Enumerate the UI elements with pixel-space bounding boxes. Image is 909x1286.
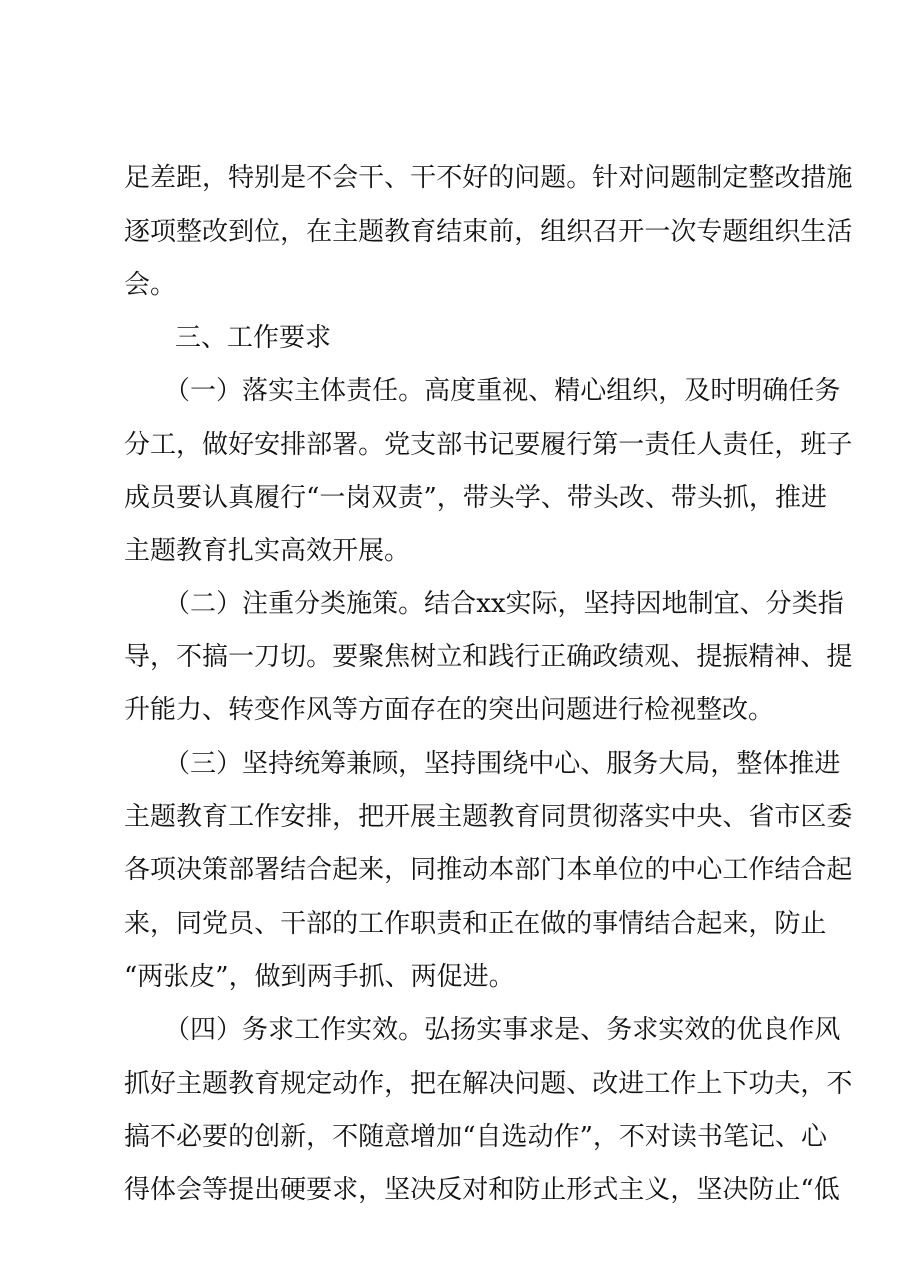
body-text-line: 会。 bbox=[124, 270, 177, 300]
body-text-line: “两张皮”，做到两手抓、两促进。 bbox=[124, 962, 515, 992]
body-text-line: 主题教育扎实高效开展。 bbox=[124, 536, 411, 566]
body-text-line: （ 四 ） 务 求 工 作 实 效 。 弘 扬 实 事 求 是 、 务 求 实 效 的 优 良 作 风 bbox=[164, 1015, 841, 1045]
body-text-line: 导 ， 不 搞 一 刀 切 。 要 聚 焦 树 立 和 践 行 正 确 政 绩 观 、 提 振 精 神 、 提 bbox=[124, 642, 853, 672]
body-text-line: （ 三 ） 坚 持 统 筹 兼 顾 ， 坚 持 围 绕 中 心 、 服 务 大 局 ， 整 体 推 进 bbox=[164, 749, 841, 779]
body-text-line: 足 差 距 ， 特 别 是 不 会 干 、 干 不 好 的 问 题 。 针 对 问 题 制 定 整 改 措 施 bbox=[124, 163, 853, 193]
body-text-line: （ 二 ） 注 重 分 类 施 策 。 结 合 xx 实 际 ， 坚 持 因 地 制 宜 、 分 类 指 bbox=[164, 589, 844, 619]
body-text-line: 搞 不 必 要 的 创 新 ， 不 随 意 增 加 “ 自 选 动 作 ” ， 不 对 读 书 笔 记 、 心 bbox=[124, 1122, 827, 1152]
body-text-line: 升能力、转变作风等方面存在的突出问题进行检视整改。 bbox=[124, 695, 775, 725]
body-text-line: 来 ， 同 党 员 、 干 部 的 工 作 职 责 和 正 在 做 的 事 情 结 合 起 来 ， 防 止 bbox=[124, 909, 827, 939]
section-heading: 三、工作要求 bbox=[175, 323, 332, 353]
body-text-line: 得 体 会 等 提 出 硬 要 求 ， 坚 决 反 对 和 防 止 形 式 主 义 ， 坚 决 防 止 “ 低 bbox=[124, 1175, 840, 1205]
body-text-line: 逐 项 整 改 到 位 ， 在 主 题 教 育 结 束 前 ， 组 织 召 开 一 次 专 题 组 织 生 活 bbox=[124, 217, 853, 247]
body-text-line: 成 员 要 认 真 履 行 “ 一 岗 双 责 ” ， 带 头 学 、 带 头 改 、 带 头 抓 ， 推 进 bbox=[124, 483, 827, 513]
body-text-line: 主 题 教 育 工 作 安 排 ， 把 开 展 主 题 教 育 同 贯 彻 落 实 中 央 、 省 市 区 委 bbox=[124, 802, 853, 832]
body-text-line: 各 项 决 策 部 署 结 合 起 来 ， 同 推 动 本 部 门 本 单 位 的 中 心 工 作 结 合 起 bbox=[124, 855, 853, 885]
body-text-line: 抓 好 主 题 教 育 规 定 动 作 ， 把 在 解 决 问 题 、 改 进 工 作 上 下 功 夫 ， 不 bbox=[124, 1069, 853, 1099]
body-text-line: 分 工 ， 做 好 安 排 部 署 。 党 支 部 书 记 要 履 行 第 一 责 任 人 责 任 ， 班 子 bbox=[124, 430, 853, 460]
body-text-line: （ 一 ） 落 实 主 体 责 任 。 高 度 重 视 、 精 心 组 织 ， 及 时 明 确 任 务 bbox=[164, 376, 841, 406]
